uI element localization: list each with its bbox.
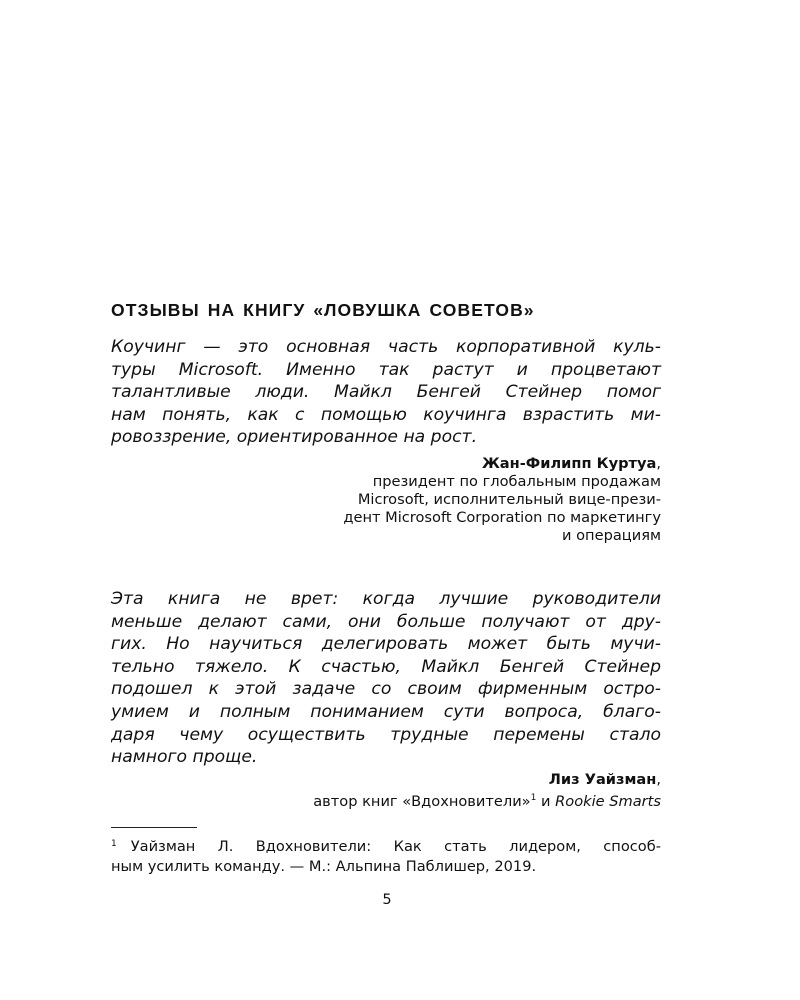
author-role-line: дент Microsoft Corporation по маркетингу: [343, 509, 661, 526]
footnote-number: 1: [111, 839, 117, 849]
quote-line: туры Microsoft. Именно так растут и процветают: [111, 359, 661, 380]
author-comma: ,: [656, 455, 661, 472]
review-quote-2: [111, 588, 661, 769]
author-comma: ,: [656, 771, 661, 788]
footnote-line: ным усилить команду. — М.: Альпина Паблишер, 2019.: [111, 858, 537, 875]
author-line: [111, 455, 661, 473]
footnote-text: Уайзман Л. Вдохновители: Как стать лидером, способ-: [130, 838, 661, 855]
author-role-line: Microsoft, исполнительный вице-прези-: [357, 491, 661, 508]
review-quote-1: [111, 336, 661, 449]
author-name: Лиз Уайзман: [548, 771, 657, 788]
author-line: [111, 771, 661, 789]
quote-line: умием и полным пониманием сути вопроса, благо-: [111, 701, 661, 722]
quote-line: Эта книга не врет: когда лучшие руководители: [111, 589, 661, 609]
footnote-ref: 1: [530, 793, 537, 803]
quote-line: даря чему осуществить трудные перемены стало: [111, 724, 661, 745]
quote-line: подошел к этой задаче со своим фирменным остро-: [111, 679, 661, 700]
quote-line: талантливые люди. Майкл Бенгей Стейнер помог: [111, 382, 661, 403]
footnote: [111, 834, 661, 877]
footnote-line: [111, 834, 661, 857]
review-attribution-1: [111, 455, 661, 545]
review-attribution-2: [111, 771, 661, 811]
author-role-line: [111, 789, 661, 811]
quote-line: тельно тяжело. К счастью, Майкл Бенгей Стейнер: [111, 656, 661, 677]
quote-line: меньше делают сами, они больше получают от дру-: [111, 611, 661, 632]
quote-line: гих. Но научиться делегировать может быть мучи-: [111, 634, 661, 655]
quote-line: ровоззрение, ориентированное на рост.: [111, 427, 478, 448]
footnote-divider: [111, 827, 197, 828]
quote-line: нам понять, как с помощью коучинга взрастить ми-: [111, 404, 661, 425]
author-role-line: президент по глобальным продажам: [372, 473, 661, 490]
quote-line: Коучинг — это основная часть корпоративной куль-: [111, 337, 661, 357]
role-middle: и: [536, 793, 556, 810]
page-number: 5: [382, 891, 392, 908]
book-title: Rookie Smarts: [555, 793, 661, 810]
section-heading: ОТЗЫВЫ НА КНИГУ «ЛОВУШКА СОВЕТОВ»: [111, 300, 535, 320]
role-prefix: автор книг «Вдохновители»: [313, 793, 531, 810]
author-name: Жан-Филипп Куртуа: [481, 455, 657, 472]
quote-line: намного проще.: [111, 747, 258, 768]
author-role-line: и операциям: [562, 527, 661, 544]
